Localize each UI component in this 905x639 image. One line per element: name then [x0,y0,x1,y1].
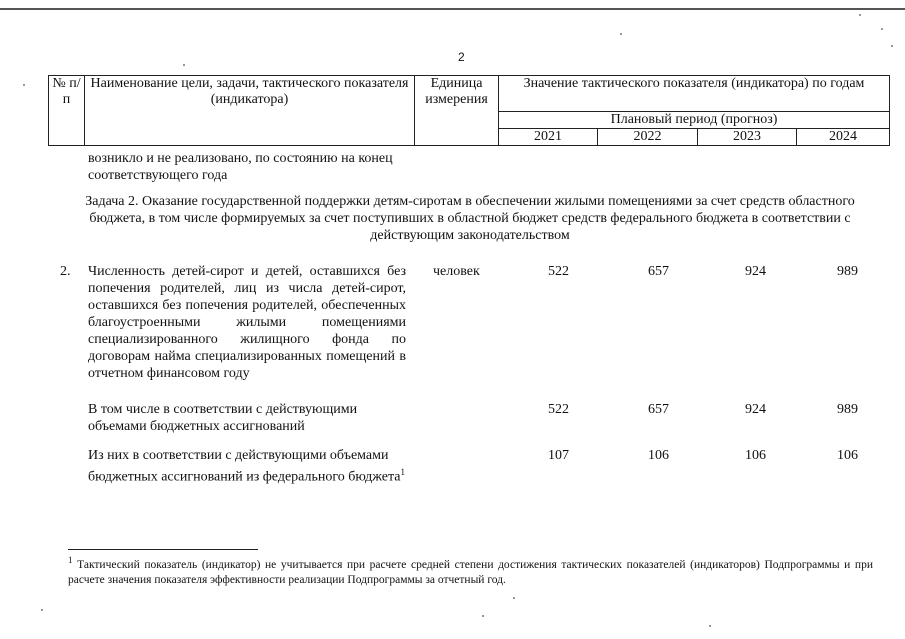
row-1-value-2023: 924 [745,264,766,279]
indicator-table-header [48,75,890,146]
header-num-label: № п/п [52,76,81,107]
scan-speck [881,28,883,30]
footnote [68,553,873,588]
header-year-2022: 2022 [598,129,698,146]
row-3-value-2024: 106 [837,448,858,463]
header-value-label: Значение тактического показателя (индикатора) по годам [523,76,865,91]
scan-speck [23,84,25,86]
footnote-separator [68,549,258,550]
row-1-value-2022: 657 [648,264,669,279]
task-heading: Задача 2. Оказание государственной поддержки детям-сиротам в обеспечении жилыми помещениями за счет средств областного бюджета, в том числе формируемых за счет поступивших в областной бюджет средств федерального бюджета в соответствии с действующим законодательством [85,194,855,243]
row-3-value-2022: 106 [648,448,669,463]
row-2-value-2021: 522 [548,402,569,417]
footnote-mark: 1 [68,555,73,565]
scan-speck [859,14,861,16]
row-2-value-2024: 989 [837,402,858,417]
page-number: 2 [458,50,465,64]
header-plan-period-label: Плановый период (прогноз) [610,112,778,127]
header-name-label: Наименование цели, задачи, тактического показателя (индикатора) [90,76,409,107]
row-2-value-2023: 924 [745,402,766,417]
row-3-value-2023: 106 [745,448,766,463]
row-1-value-2024: 989 [837,264,858,279]
row-2-value-2022: 657 [648,402,669,417]
scan-speck [41,609,43,611]
row-3-name-text: Из них в соответствии с действующими объемами бюджетных ассигнований из федерального бюджета [88,448,401,485]
scan-speck [183,64,185,66]
row-3-value-2021: 107 [548,448,569,463]
scan-speck [482,615,484,617]
row-2-name: В том числе в соответствии с действующими объемами бюджетных ассигнований [88,402,358,434]
row-3-name [88,447,406,486]
footnote-ref-mark: 1 [400,467,405,477]
row-1-unit: человек [433,264,480,279]
header-unit-cell [415,76,499,146]
header-unit-label: Единица измерения [425,76,488,107]
header-year-2023: 2023 [698,129,797,146]
header-value-cell [499,76,890,112]
scan-speck [513,597,515,599]
header-plan-period-cell [499,112,890,129]
header-num-cell [49,76,85,146]
row-1-number: 2. [60,264,71,279]
scan-top-edge-line [0,8,905,10]
row-1-name: Численность детей-сирот и детей, оставшихся без попечения родителей, лиц из числа детей-сирот, оставшихся без попечения родителей, обеспеченных благоустроенными жилыми помещениями специализированного жилищного фонда по договорам найма специализированных помещений в отчетном финансовом году [88,264,406,381]
footnote-text: Тактический показатель (индикатор) не учитывается при расчете средней степени достижения тактических показателей (индикаторов) Подпрограммы и при расчете значения показателя эффективности реализации Подпрограммы за отчетный год. [68,558,873,586]
scan-speck [709,625,711,627]
scan-speck [891,45,893,47]
header-year-2021: 2021 [499,129,598,146]
header-name-cell [85,76,415,146]
header-year-2024: 2024 [797,129,890,146]
row-1-value-2021: 522 [548,264,569,279]
scan-speck [620,33,622,35]
continuation-text: возникло и не реализовано, по состоянию на конец соответствующего года [88,151,393,183]
